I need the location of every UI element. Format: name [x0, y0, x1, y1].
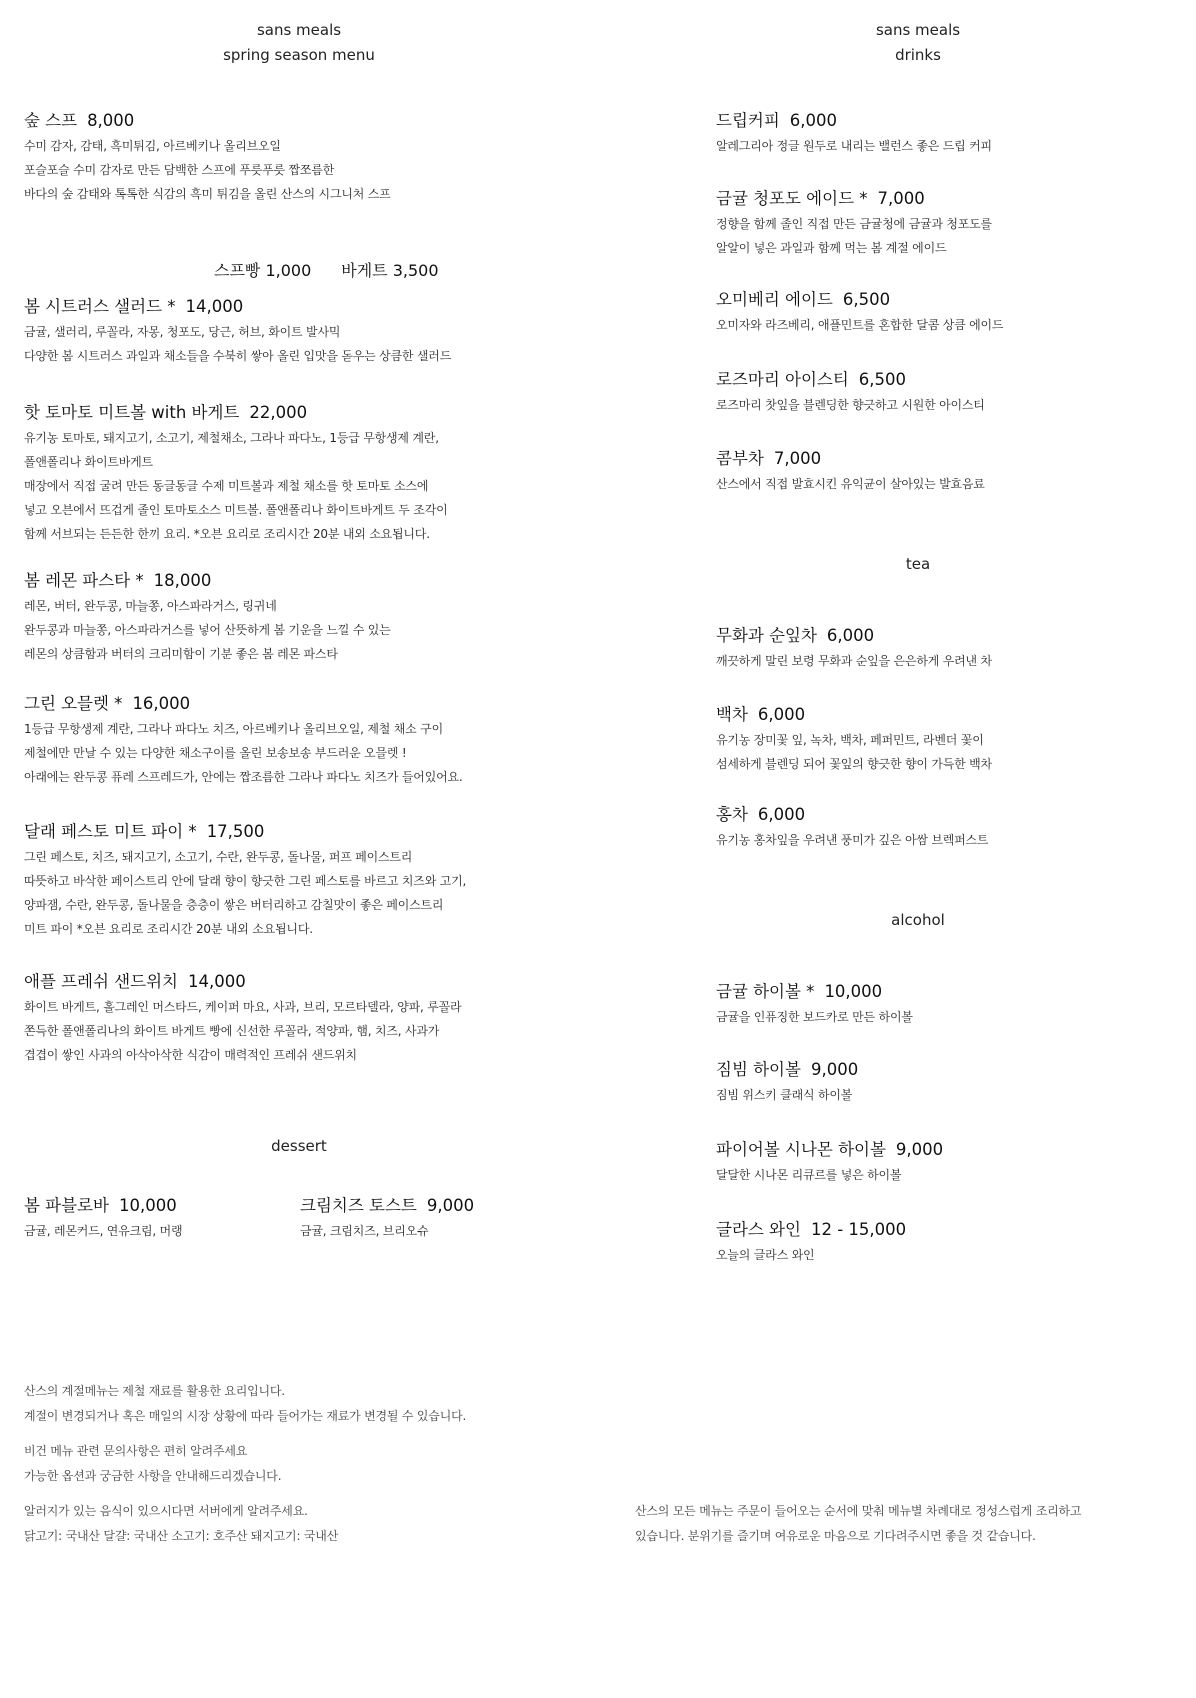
item-desc-line: 따뜻하고 바삭한 페이스트리 안에 달래 향이 향긋한 그린 페스토를 바르고 치즈와 고기,	[24, 874, 467, 888]
item-price: 6,000	[757, 705, 806, 724]
tea-item	[716, 804, 988, 852]
item-desc-line: 겹겹이 쌓인 사과의 아삭아삭한 식감이 매력적인 프레쉬 샌드위치	[24, 1048, 357, 1062]
item-price: 16,000	[132, 694, 191, 713]
item-name: 짐빔 하이볼	[716, 1060, 801, 1079]
menu-item-soup	[24, 110, 391, 206]
item-name: 숲 스프	[24, 111, 78, 130]
item-price: 18,000	[153, 571, 212, 590]
item-price: 6,000	[789, 111, 838, 130]
item-name: 글라스 와인	[716, 1220, 801, 1239]
footer-line: 닭고기: 국내산 달걀: 국내산 소고기: 호주산 돼지고기: 국내산	[24, 1529, 339, 1543]
food-menu-header	[24, 18, 574, 68]
item-name: 파이어볼 시나몬 하이볼	[716, 1140, 886, 1159]
item-desc-line: 달달한 시나몬 리큐르를 넣은 하이볼	[716, 1168, 902, 1182]
item-desc-line: 다양한 봄 시트러스 과일과 채소들을 수북히 쌓아 올린 입맛을 돋우는 상큼한 샐러드	[24, 349, 452, 363]
tea-section-title: tea	[905, 555, 931, 573]
item-desc-line: 쫀득한 폴앤폴리나의 화이트 바게트 빵에 신선한 루꼴라, 적양파, 햄, 치즈, 사과가	[24, 1024, 440, 1038]
footer-line: 산스의 모든 메뉴는 주문이 들어오는 순서에 맞춰 메뉴별 차례대로 정성스럽게 조리하고	[635, 1504, 1082, 1518]
item-desc-line: 양파잼, 수란, 완두콩, 돌나물을 층층이 쌓은 버터리하고 감칠맛이 좋은 페이스트리	[24, 898, 444, 912]
item-desc-line: 함께 서브되는 든든한 한끼 요리. *오븐 요리로 조리시간 20분 내외 소요됩니다.	[24, 527, 430, 541]
item-desc-line: 섬세하게 블렌딩 되어 꽃잎의 향긋한 향이 가득한 백차	[716, 757, 992, 771]
item-desc-line: 로즈마리 찻잎을 블렌딩한 향긋하고 시원한 아이스티	[716, 398, 985, 412]
item-desc-line: 매장에서 직접 굴려 만든 동글동글 수제 미트볼과 제철 채소를 핫 토마토 소스에	[24, 479, 429, 493]
footer-line: 있습니다. 분위기를 즐기며 여유로운 마음으로 기다려주시면 좋을 것 같습니다.	[635, 1529, 1036, 1543]
alcohol-item	[716, 1139, 943, 1187]
item-desc-line: 수미 감자, 감태, 흑미튀김, 아르베키나 올리브오일	[24, 139, 281, 153]
item-price: 8,000	[87, 111, 135, 130]
menu-item	[24, 693, 462, 789]
item-name: 백차	[716, 705, 748, 724]
item-desc-line: 포슬포슬 수미 감자로 만든 담백한 스프에 푸릇푸릇 짭쪼름한	[24, 163, 335, 177]
item-name: 봄 시트러스 샐러드 *	[24, 297, 176, 316]
drink-item	[716, 188, 992, 260]
item-name: 금귤 청포도 에이드 *	[716, 189, 868, 208]
dessert-section-title: dessert	[271, 1137, 327, 1155]
item-desc-line: 미트 파이 *오븐 요리로 조리시간 20분 내외 소요됩니다.	[24, 922, 313, 936]
item-price: 7,000	[877, 189, 925, 208]
drink-item	[716, 289, 1003, 337]
restaurant-name: sans meals	[875, 21, 961, 39]
drink-item	[716, 369, 985, 417]
item-desc-line: 제철에만 만날 수 있는 다양한 채소구이를 올린 보송보송 부드러운 오믈렛 !	[24, 746, 407, 760]
alcohol-item	[716, 1219, 906, 1267]
item-name: 로즈마리 아이스티	[716, 370, 849, 389]
drinks-menu-header	[716, 18, 1120, 68]
item-desc-line: 화이트 바게트, 홀그레인 머스타드, 케이퍼 마요, 사과, 브리, 모르타델라, 양파, 루꼴라	[24, 1000, 462, 1014]
item-desc-line: 짐빔 위스키 클래식 하이볼	[716, 1088, 853, 1102]
item-price: 6,000	[826, 626, 875, 645]
item-price: 9,000	[426, 1196, 475, 1215]
item-price: 6,000	[757, 805, 806, 824]
item-desc-line: 레몬의 상큼함과 버터의 크리미함이 기분 좋은 봄 레몬 파스타	[24, 647, 338, 661]
item-desc-line: 레몬, 버터, 완두콩, 마늘쫑, 아스파라거스, 링귀네	[24, 599, 277, 613]
item-desc-line: 유기농 토마토, 돼지고기, 소고기, 제철채소, 그라나 파다노, 1등급 무항생제 계란,	[24, 431, 439, 445]
item-name: 핫 토마토 미트볼 with 바게트	[24, 403, 240, 422]
item-name: 드립커피	[716, 111, 780, 130]
footer-note-seasonal	[24, 1379, 466, 1429]
item-name: 애플 프레쉬 샌드위치	[24, 972, 178, 991]
dessert-item	[300, 1195, 474, 1243]
item-name: 오미베리 에이드	[716, 290, 833, 309]
item-desc-line: 깨끗하게 말린 보령 무화과 순잎을 은은하게 우려낸 차	[716, 654, 992, 668]
item-price: 6,500	[858, 370, 907, 389]
bread-item: 바게트 3,500	[341, 261, 439, 280]
item-desc-line: 금귤, 샐러리, 루꼴라, 자몽, 청포도, 당근, 허브, 화이트 발사믹	[24, 325, 341, 339]
tea-item	[716, 704, 992, 776]
item-desc-line: 금귤, 레몬커드, 연유크림, 머랭	[24, 1224, 183, 1238]
item-desc-line: 완두콩과 마늘쫑, 아스파라거스를 넣어 산뜻하게 봄 기운을 느낄 수 있는	[24, 623, 391, 637]
item-desc-line: 아래에는 완두콩 퓨레 스프레드가, 안에는 짭조름한 그라나 파다노 치즈가 들어있어요.	[24, 770, 463, 784]
item-desc-line: 폴앤폴리나 화이트바게트	[24, 455, 153, 469]
item-name: 금귤 하이볼 *	[716, 982, 815, 1001]
item-name: 봄 파블로바	[24, 1196, 109, 1215]
item-desc-line: 유기농 홍차잎을 우려낸 풍미가 깊은 아쌈 브렉퍼스트	[716, 833, 989, 847]
item-price: 7,000	[773, 449, 822, 468]
item-price: 22,000	[249, 403, 308, 422]
item-desc-line: 바다의 숲 감태와 톡톡한 식감의 흑미 튀김을 올린 산스의 시그니처 스프	[24, 187, 391, 201]
drink-item	[716, 110, 992, 158]
item-name: 크림치즈 토스트	[300, 1196, 417, 1215]
alcohol-item	[716, 1059, 858, 1107]
item-desc-line: 금귤, 크림치즈, 브리오슈	[300, 1224, 429, 1238]
footer-line: 비건 메뉴 관련 문의사항은 편히 알려주세요	[24, 1444, 248, 1458]
bread-item: 스프빵 1,000	[214, 261, 312, 280]
footer-line: 계절이 변경되거나 혹은 매일의 시장 상황에 따라 들어가는 재료가 변경될 수 있습니다.	[24, 1409, 467, 1423]
item-price: 14,000	[187, 972, 246, 991]
menu-item	[24, 821, 466, 941]
item-desc-line: 오늘의 글라스 와인	[716, 1248, 815, 1262]
item-price: 12 - 15,000	[810, 1220, 907, 1239]
restaurant-name: sans meals	[256, 21, 342, 39]
item-name: 그린 오믈렛 *	[24, 694, 123, 713]
item-desc-line: 유기농 장미꽃 잎, 녹차, 백차, 페퍼민트, 라벤더 꽃이	[716, 733, 984, 747]
item-price: 10,000	[118, 1196, 177, 1215]
tea-item	[716, 625, 992, 673]
footer-line: 알러지가 있는 음식이 있으시다면 서버에게 알려주세요.	[24, 1504, 308, 1518]
item-name: 홍차	[716, 805, 748, 824]
item-price: 17,500	[206, 822, 265, 841]
item-price: 6,500	[842, 290, 891, 309]
alcohol-item	[716, 981, 913, 1029]
footer-line: 가능한 옵션과 궁금한 사항을 안내해드리겠습니다.	[24, 1469, 282, 1483]
item-desc-line: 알레그리아 정글 원두로 내리는 밸런스 좋은 드립 커피	[716, 139, 992, 153]
item-desc-line: 넣고 오븐에서 뜨겁게 졸인 토마토소스 미트볼. 폴앤폴리나 화이트바게트 두 조각이	[24, 503, 448, 517]
menu-subtitle: drinks	[895, 46, 941, 64]
item-price: 14,000	[185, 297, 244, 316]
item-price: 9,000	[810, 1060, 859, 1079]
item-name: 무화과 순잎차	[716, 626, 817, 645]
menu-subtitle: spring season menu	[223, 46, 375, 64]
menu-item	[24, 971, 461, 1067]
item-price: 9,000	[895, 1140, 944, 1159]
item-desc-line: 산스에서 직접 발효시킨 유익균이 살아있는 발효음료	[716, 477, 985, 491]
menu-item	[24, 402, 447, 546]
footer-line: 산스의 계절메뉴는 제철 재료를 활용한 요리입니다.	[24, 1384, 285, 1398]
item-name: 달래 페스토 미트 파이 *	[24, 822, 197, 841]
item-name: 콤부차	[716, 449, 764, 468]
footer-note-allergy	[24, 1499, 338, 1549]
menu-item	[24, 570, 391, 666]
alcohol-section-title: alcohol	[891, 911, 945, 929]
menu-item	[24, 296, 451, 368]
item-desc-line: 오미자와 라즈베리, 애플민트를 혼합한 달콤 상큼 에이드	[716, 318, 1004, 332]
item-desc-line: 정향을 함께 졸인 직접 만든 금귤청에 금귤과 청포도를	[716, 217, 992, 231]
item-desc-line: 1등급 무항생제 계란, 그라나 파다노 치즈, 아르베키나 올리브오일, 제철 채소 구이	[24, 722, 443, 736]
item-desc-line: 금귤을 인퓨징한 보드카로 만든 하이볼	[716, 1010, 913, 1024]
bread-options	[214, 258, 439, 281]
item-desc-line: 알알이 넣은 과일과 함께 먹는 봄 계절 에이드	[716, 241, 947, 255]
item-price: 10,000	[824, 982, 883, 1001]
item-name: 봄 레몬 파스타 *	[24, 571, 144, 590]
footer-note-vegan	[24, 1439, 281, 1489]
footer-note-order	[635, 1499, 1081, 1549]
dessert-item	[24, 1195, 182, 1243]
drink-item	[716, 448, 985, 496]
item-desc-line: 그린 페스토, 치즈, 돼지고기, 소고기, 수란, 완두콩, 돌나물, 퍼프 페이스트리	[24, 850, 413, 864]
